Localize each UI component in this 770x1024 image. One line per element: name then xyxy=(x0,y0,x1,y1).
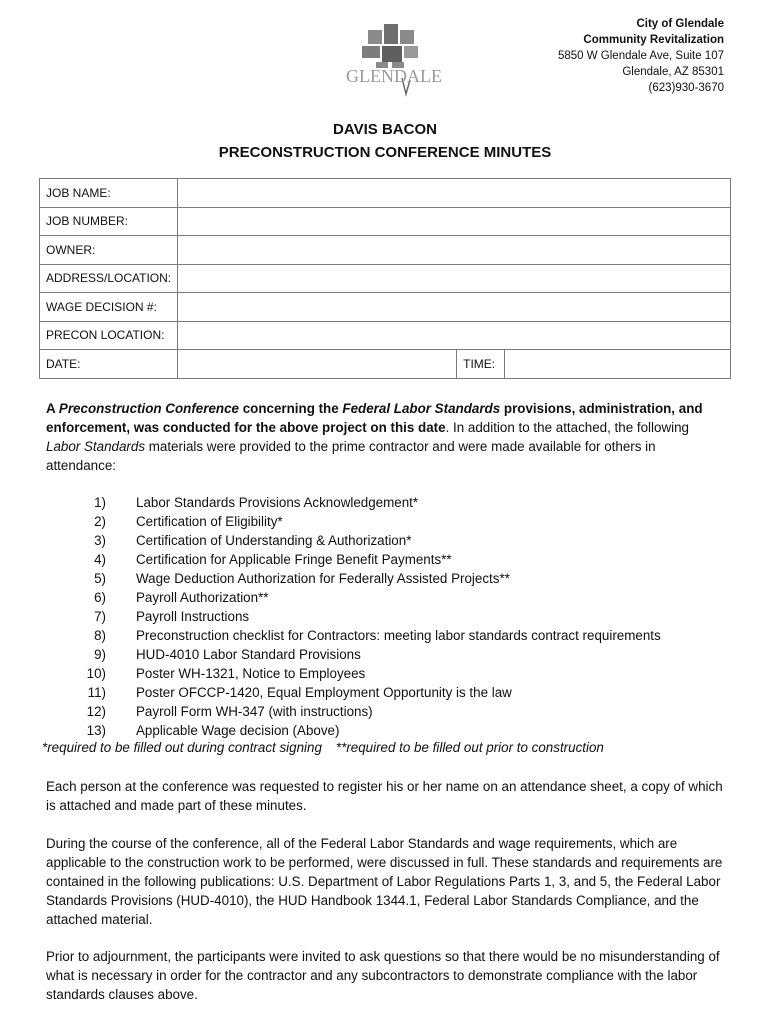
date-field[interactable] xyxy=(178,350,457,379)
item-number: 13) xyxy=(86,723,106,738)
address-block xyxy=(558,16,724,96)
adjournment-paragraph: Prior to adjournment, the participants were invited to ask questions so that there would be no misunderstanding of what is necessary in order for the contractor and any subcontractors to demonstrate compliance with the labor standards clauses above. xyxy=(46,949,720,1002)
intro-paragraph xyxy=(46,399,726,475)
job-name-field[interactable] xyxy=(178,179,731,208)
footnote-signing: *required to be filled out during contract signing xyxy=(42,740,322,755)
street-address: 5850 W Glendale Ave, Suite 107 xyxy=(557,50,724,62)
materials-list xyxy=(46,493,736,740)
footnote-construction: **required to be filled out prior to construction xyxy=(335,740,604,755)
address-field[interactable] xyxy=(178,264,731,293)
list-item xyxy=(46,493,736,512)
intro-text: A xyxy=(46,401,59,416)
item-number: 1) xyxy=(94,495,106,510)
intro-text: concerning the xyxy=(238,401,343,416)
item-number: 12) xyxy=(86,704,106,719)
item-text: Poster WH-1321, Notice to Employees xyxy=(136,666,366,681)
item-number: 6) xyxy=(94,590,106,605)
precon-location-field[interactable] xyxy=(178,321,731,350)
intro-emphasis: Federal Labor Standards xyxy=(342,401,501,416)
item-text: Payroll Form WH-347 (with instructions) xyxy=(136,704,373,719)
item-number: 3) xyxy=(94,533,106,548)
intro-text: provisions, administration, and enforcement, was conducted for the above project on this date xyxy=(46,401,703,435)
table-row xyxy=(40,179,731,208)
list-item xyxy=(46,664,736,683)
job-number-field[interactable] xyxy=(178,207,731,236)
wage-decision-field[interactable] xyxy=(178,293,731,322)
item-text: Payroll Instructions xyxy=(136,609,250,624)
attendance-paragraph: Each person at the conference was requested to register his or her name on an attendance sheet, a copy of which is attached and made part of these minutes. xyxy=(46,779,723,813)
job-name-label: JOB NAME: xyxy=(40,179,178,208)
item-number: 5) xyxy=(94,571,106,586)
list-item xyxy=(46,531,736,550)
item-text: Wage Deduction Authorization for Federally Assisted Projects** xyxy=(136,571,510,586)
logo-wordmark: GLENDALE xyxy=(346,66,442,86)
list-item xyxy=(46,626,736,645)
item-text: Applicable Wage decision (Above) xyxy=(136,723,340,738)
item-text: Certification of Eligibility* xyxy=(136,514,283,529)
precon-location-label: PRECON LOCATION: xyxy=(40,321,178,350)
intro-emphasis: Labor Standards xyxy=(46,439,146,454)
item-text: HUD-4010 Labor Standard Provisions xyxy=(136,647,361,662)
project-info-table xyxy=(39,178,731,379)
owner-field[interactable] xyxy=(178,236,731,265)
list-item xyxy=(46,645,736,664)
item-number: 9) xyxy=(94,647,106,662)
list-item xyxy=(46,588,736,607)
city-logo xyxy=(340,18,440,100)
wage-decision-label: WAGE DECISION #: xyxy=(40,293,178,322)
item-text: Payroll Authorization** xyxy=(136,590,269,605)
time-field[interactable] xyxy=(505,350,731,379)
city-state-zip: Glendale, AZ 85301 xyxy=(622,66,724,78)
intro-text: . In addition to the attached, the following xyxy=(445,420,689,435)
table-row xyxy=(40,293,731,322)
job-number-label: JOB NUMBER: xyxy=(40,207,178,236)
item-number: 11) xyxy=(87,685,106,700)
table-row xyxy=(40,321,731,350)
item-number: 2) xyxy=(94,514,106,529)
item-text: Preconstruction checklist for Contractors: meeting labor standards contract requirements xyxy=(136,628,661,643)
item-text: Labor Standards Provisions Acknowledgement* xyxy=(136,495,419,510)
item-text: Certification for Applicable Fringe Benefit Payments** xyxy=(136,552,452,567)
item-text: Poster OFCCP-1420, Equal Employment Opportunity is the law xyxy=(136,685,512,700)
address-label: ADDRESS/LOCATION: xyxy=(40,264,178,293)
item-number: 7) xyxy=(94,609,106,624)
item-number: 8) xyxy=(94,628,106,643)
intro-text: materials were provided to the prime contractor and were made available for others in attendance: xyxy=(46,439,656,473)
list-item xyxy=(46,702,736,721)
org-name: City of Glendale xyxy=(636,18,724,30)
intro-emphasis: Preconstruction Conference xyxy=(58,401,239,416)
list-item xyxy=(46,721,736,740)
owner-label: OWNER: xyxy=(40,236,178,265)
table-row xyxy=(40,236,731,265)
table-row xyxy=(40,207,731,236)
footnotes xyxy=(42,740,604,755)
time-label: TIME: xyxy=(457,350,505,379)
item-number: 10) xyxy=(86,666,106,681)
table-row xyxy=(40,264,731,293)
item-number: 4) xyxy=(94,552,106,567)
list-item xyxy=(46,683,736,702)
date-label: DATE: xyxy=(40,350,178,379)
document-title: DAVIS BACON xyxy=(333,121,437,138)
department-name: Community Revitalization xyxy=(583,34,724,46)
list-item xyxy=(46,607,736,626)
list-item xyxy=(46,512,736,531)
publications-paragraph: During the course of the conference, all of the Federal Labor Standards and wage requirements, which are applicable to the construction work to be performed, were discussed in full. These standards and requirements are contained in the following publications: U.S. Department of Labor Regulations Parts 1, 3, and 5, the Federal Labor Standards Provisions (HUD-4010), the HUD Handbook 1344.1, Federal Labor Standards Compliance, and the attached material. xyxy=(46,836,723,927)
document-subtitle: PRECONSTRUCTION CONFERENCE MINUTES xyxy=(218,144,552,161)
table-row xyxy=(40,350,731,379)
list-item xyxy=(46,550,736,569)
phone-number: (623)930-3670 xyxy=(648,82,724,94)
list-item xyxy=(46,569,736,588)
item-text: Certification of Understanding & Authorization* xyxy=(136,533,412,548)
